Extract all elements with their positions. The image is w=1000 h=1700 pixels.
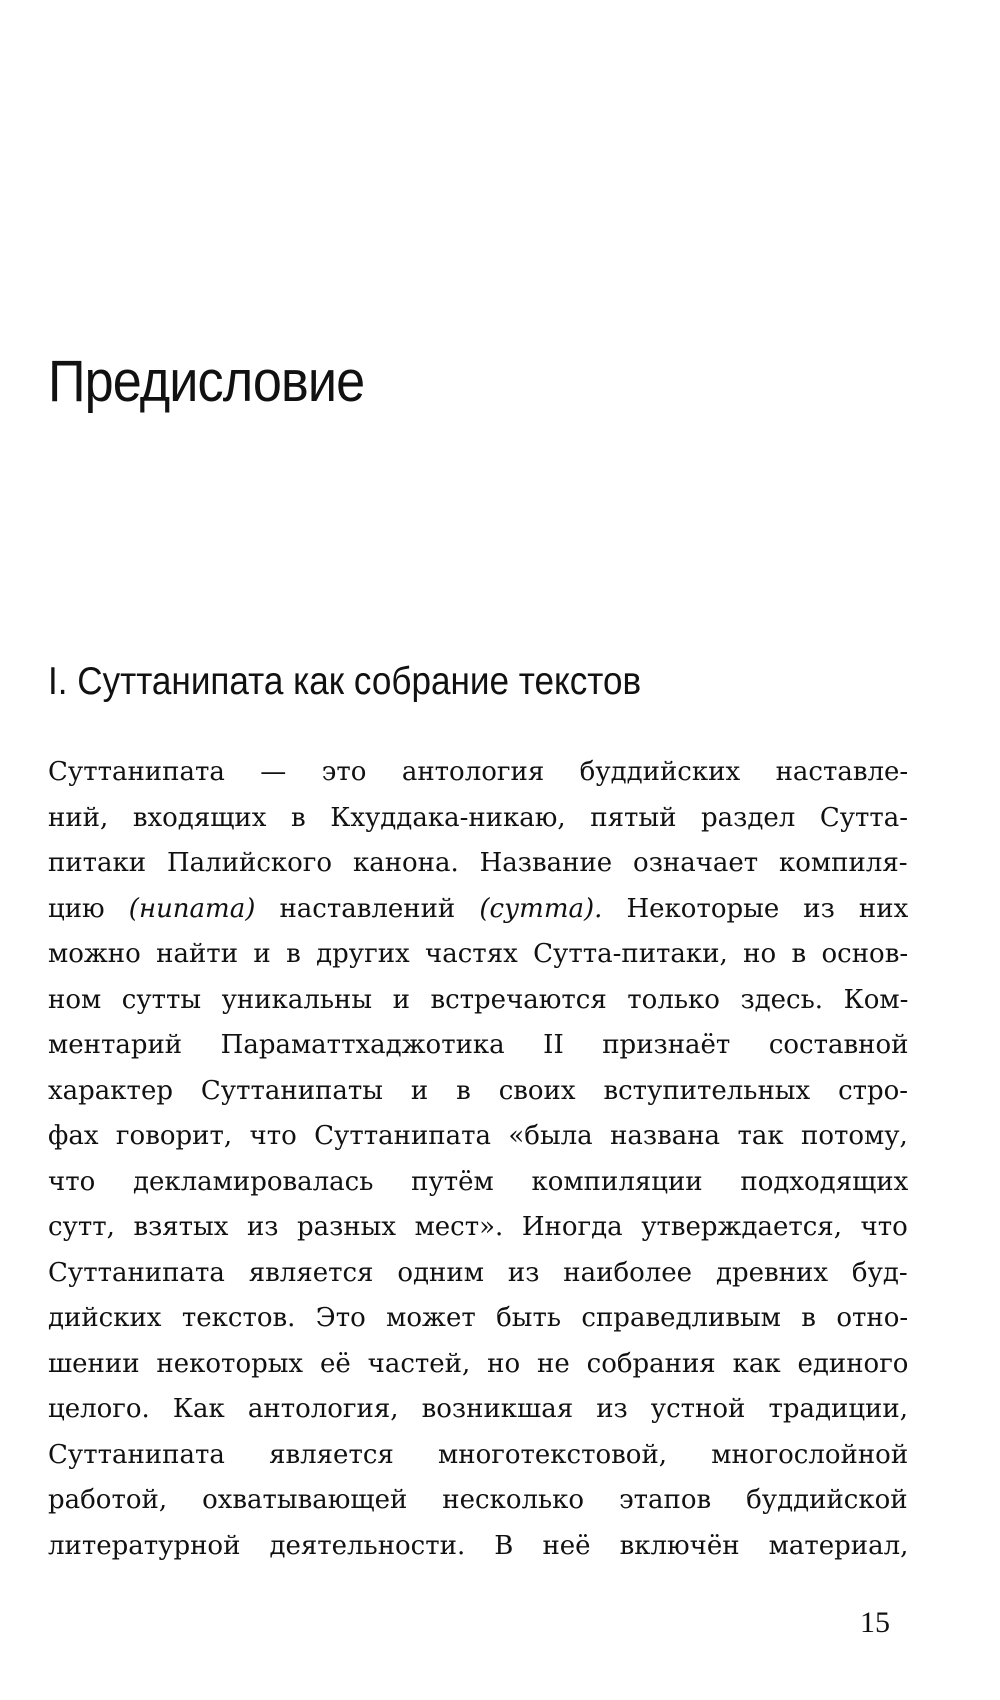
text-line: сутт, взятых из разных мест». Иногда утверждается, что (48, 1212, 908, 1242)
text-line: целого. Как антология, возникшая из устной традиции, (48, 1394, 908, 1424)
text-line: можно найти и в других частях Сутта-питаки, но в основ- (48, 939, 909, 969)
text-line: ментарий Параматтхаджотика II признаёт составной (48, 1030, 909, 1060)
text-line: питаки Палийского канона. Название означает компиля- (48, 848, 908, 878)
text-line: что декламировалась путём компиляции подходящих (48, 1166, 909, 1197)
text-line: шении некоторых её частей, но не собрания как единого (48, 1348, 909, 1379)
section-heading: I. Суттанипата как собрание текстов (48, 660, 642, 703)
text-line: цию (нипата) наставлений (сутта). Некоторые из них (48, 893, 909, 924)
text-line: Суттанипата — это антология буддийских наставле- (48, 757, 909, 787)
body-text (48, 750, 908, 1569)
chapter-title: Предисловие (48, 349, 365, 414)
text-line: Суттанипата является многотекстовой, многослойной (48, 1439, 909, 1470)
text-line: литературной деятельности. В неё включён материал, (48, 1530, 909, 1561)
italic-term: (сутта). (479, 893, 603, 924)
text-line: ний, входящих в Кхуддака-никаю, пятый раздел Сутта- (48, 802, 909, 833)
text-line: ном сутты уникальны и встречаются только здесь. Ком- (48, 984, 909, 1015)
text-line: фах говорит, что Суттанипата «была названа так потому, (48, 1121, 908, 1151)
text-line: дийских текстов. Это может быть справедливым в отно- (48, 1303, 909, 1333)
italic-term: (нипата) (128, 893, 256, 924)
page-number: 15 (860, 1606, 890, 1639)
text-line: работой, охватывающей несколько этапов буддийской (48, 1485, 908, 1515)
text-line: характер Суттанипаты и в своих вступительных стро- (48, 1075, 909, 1106)
text-line: Суттанипата является одним из наиболее древних буд- (48, 1257, 908, 1288)
